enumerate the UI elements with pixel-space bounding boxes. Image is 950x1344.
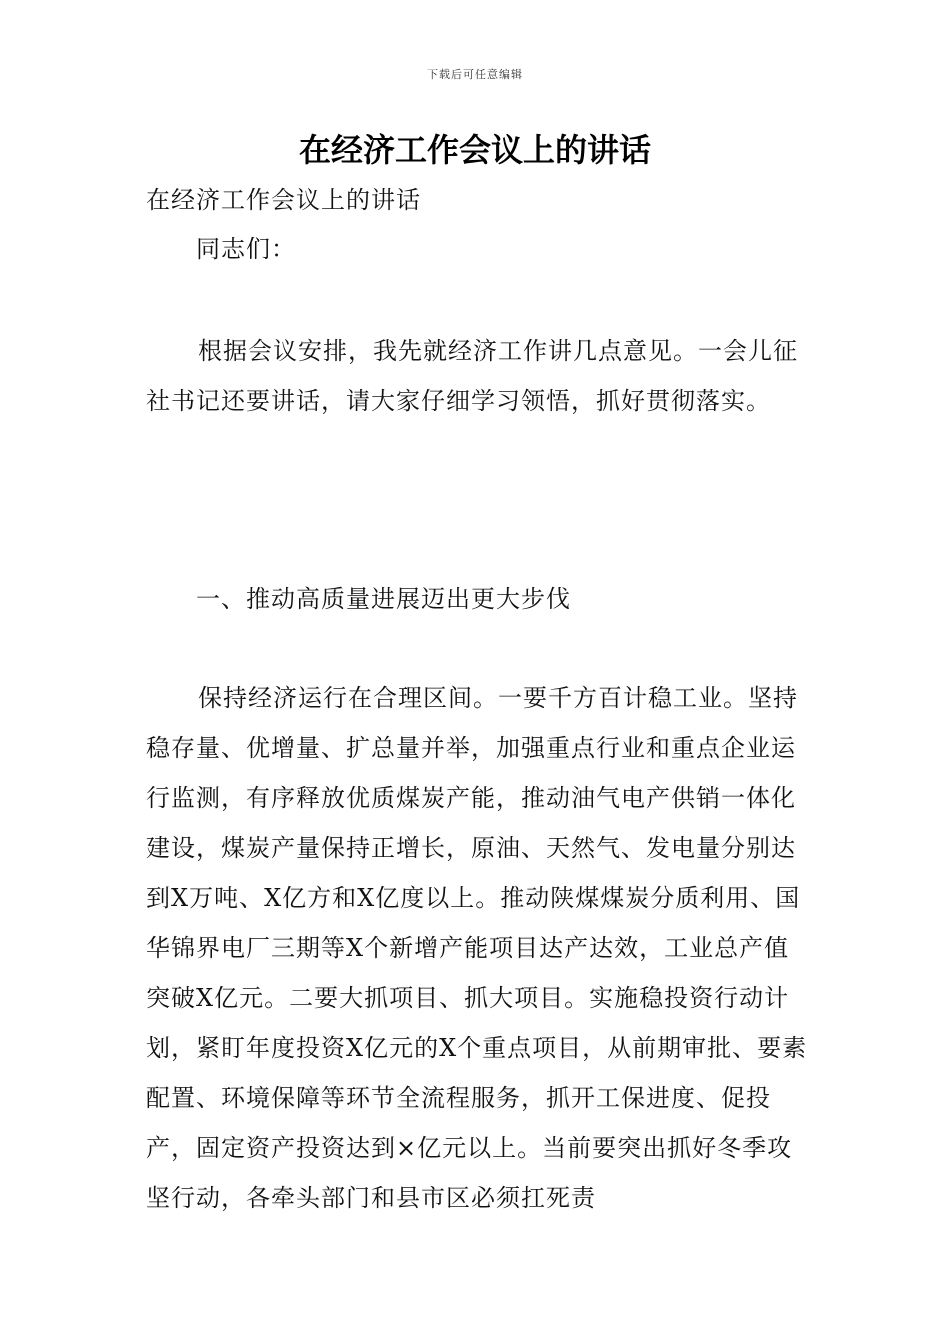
document-subtitle: 在经济工作会议上的讲话	[146, 186, 421, 214]
header-note: 下载后可任意编辑	[427, 68, 523, 81]
section-body-paragraph: 保持经济运行在合理区间。一要千方百计稳工业。坚持稳存量、优增量、扩总量并举，加强重点行业和重点企业运行监测，有序释放优质煤炭产能，推动油气电产供销一体化建设，煤炭产量保持正增长，原油、天然气、发电量分别达到X万吨、X亿方和X亿度以上。推动陕煤煤炭分质利用、国华锦界电厂三期等X个新增产能项目达产达效，工业总产值突破X亿元。二要大抓项目、抓大项目。实施稳投资行动计划，紧盯年度投资X亿元的X个重点项目，从前期审批、要素配置、环境保障等环节全流程服务，抓开工保进度、促投产，固定资产投资达到×亿元以上。当前要突出抓好冬季攻坚行动，各牵头部门和县市区必须扛死责	[146, 684, 808, 1212]
salutation: 同志们：	[196, 235, 296, 263]
intro-paragraph: 根据会议安排，我先就经济工作讲几点意见。一会儿征社书记还要讲话，请大家仔细学习领悟，抓好贯彻落实。	[146, 337, 798, 415]
document-title: 在经济工作会议上的讲话	[298, 131, 651, 169]
section-heading: 一、推动高质量进展迈出更大步伐	[196, 585, 571, 613]
